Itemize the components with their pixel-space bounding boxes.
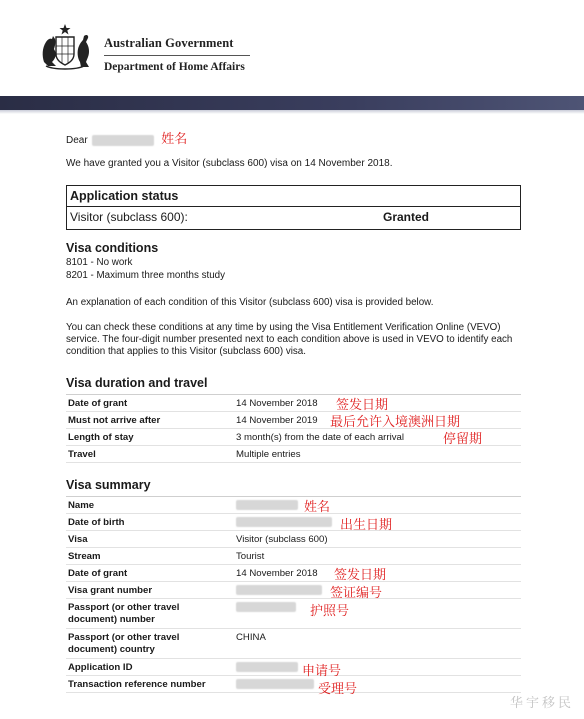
grant-date-annotation: 签发日期 xyxy=(336,398,389,413)
application-status-box xyxy=(66,185,521,230)
redacted-value xyxy=(236,585,322,595)
table-row xyxy=(66,514,521,531)
table-row xyxy=(66,531,521,548)
row-value xyxy=(236,585,322,597)
vevo-paragraph: You can check these conditions at any time by using the Visa Entitlement Verification Online (VEVO) service. The four-digit number presented next to each condition above is used in VEVO to identify each condition that applies to this Visitor (subclass 600) visa. xyxy=(66,322,513,357)
dob-annotation: 出生日期 xyxy=(340,518,393,533)
header-band xyxy=(0,96,584,110)
salutation: Dear xyxy=(66,135,88,146)
row-value: Tourist xyxy=(236,551,265,562)
table-row xyxy=(66,582,521,599)
row-label: Visa xyxy=(68,534,88,545)
government-name: Australian Government xyxy=(104,36,234,50)
header-band-shadow xyxy=(0,110,584,114)
coat-of-arms-icon xyxy=(34,22,96,72)
redacted-value xyxy=(236,602,296,612)
status-visa-label: Visitor (subclass 600): xyxy=(70,210,188,224)
letter-intro xyxy=(66,134,526,170)
table-row xyxy=(66,676,521,693)
conditions-explanation: An explanation of each condition of this Visitor (subclass 600) visa is provided below. xyxy=(66,297,434,308)
visa-conditions-title: Visa conditions xyxy=(66,241,159,255)
status-value: Granted xyxy=(383,210,430,224)
letterhead xyxy=(0,0,584,96)
grant-sentence: We have granted you a Visitor (subclass 600) visa on 14 November 2018. xyxy=(66,158,393,169)
row-value: CHINA xyxy=(236,632,266,643)
row-value: 14 November 2019 xyxy=(236,415,318,426)
table-row xyxy=(66,629,521,659)
row-label: Must not arrive after xyxy=(68,415,161,426)
row-value xyxy=(236,602,296,614)
table-row xyxy=(66,548,521,565)
row-label: Application ID xyxy=(68,662,133,673)
table-row xyxy=(66,599,521,629)
summary-title: Visa summary xyxy=(66,478,151,492)
row-value xyxy=(236,662,298,674)
department-name: Department of Home Affairs xyxy=(104,61,245,73)
duration-title: Visa duration and travel xyxy=(66,376,208,390)
condition-item: 8201 - Maximum three months study xyxy=(66,270,225,281)
passport-annotation: 护照号 xyxy=(310,604,350,619)
watermark: 华宇移民 xyxy=(509,696,574,711)
name-annotation: 姓名 xyxy=(304,500,331,515)
application-id-annotation: 申请号 xyxy=(302,664,342,679)
redacted-value xyxy=(236,517,332,527)
grant-date-annotation: 签发日期 xyxy=(334,568,387,583)
table-row xyxy=(66,446,521,463)
row-label: Date of birth xyxy=(68,517,125,528)
row-label: Name xyxy=(68,500,95,511)
transaction-annotation: 受理号 xyxy=(318,682,358,697)
row-value xyxy=(236,500,298,512)
table-row xyxy=(66,395,521,412)
row-value xyxy=(236,517,332,529)
row-label: Date of grant xyxy=(68,398,128,409)
length-of-stay-annotation: 停留期 xyxy=(443,432,483,447)
summary-table xyxy=(66,496,521,693)
table-row xyxy=(66,659,521,676)
application-status-title: Application status xyxy=(70,189,179,203)
condition-item: 8101 - No work xyxy=(66,257,133,268)
row-value: Visitor (subclass 600) xyxy=(236,534,328,545)
row-label: Visa grant number xyxy=(68,585,153,596)
row-value: Multiple entries xyxy=(236,449,301,460)
row-label: Passport (or other travel document) number xyxy=(68,602,180,625)
row-value xyxy=(236,679,314,691)
row-value: 14 November 2018 xyxy=(236,398,318,409)
redacted-value xyxy=(236,679,314,689)
row-label: Travel xyxy=(68,449,96,460)
status-divider xyxy=(67,206,520,207)
row-value: 14 November 2018 xyxy=(236,568,318,579)
row-label: Stream xyxy=(68,551,101,562)
redacted-value xyxy=(236,500,298,510)
row-label: Transaction reference number xyxy=(68,679,206,690)
name-annotation: 姓名 xyxy=(161,132,188,147)
redacted-value xyxy=(236,662,298,672)
last-entry-annotation: 最后允许入境澳洲日期 xyxy=(330,415,461,430)
table-row xyxy=(66,497,521,514)
row-label: Date of grant xyxy=(68,568,128,579)
row-label: Length of stay xyxy=(68,432,134,443)
department-title xyxy=(104,36,250,73)
row-value: 3 month(s) from the date of each arrival xyxy=(236,432,404,443)
salutation-row xyxy=(66,134,526,150)
table-row xyxy=(66,565,521,582)
visa-number-annotation: 签证编号 xyxy=(330,586,383,601)
title-divider xyxy=(104,55,250,56)
redacted-name xyxy=(92,135,154,146)
row-label: Passport (or other travel document) country xyxy=(68,632,180,655)
